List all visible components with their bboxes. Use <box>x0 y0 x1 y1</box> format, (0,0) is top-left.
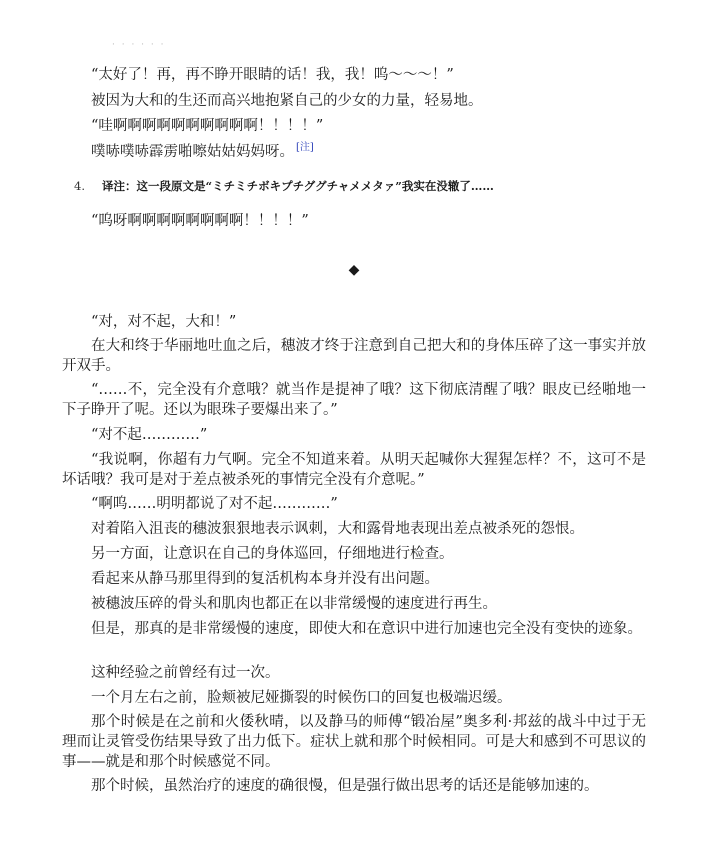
paragraph: 这种经验之前曾经有过一次。 <box>91 665 280 681</box>
paragraph: “对，对不起，大和！” <box>91 314 237 330</box>
footnote-number: 4. <box>74 179 85 193</box>
paragraph: 那个时候，虽然治疗的速度的确很慢，但是强行做出思考的话还是能够加速的。 <box>91 778 599 794</box>
paragraph: 看起来从静马那里得到的复活机构本身并没有出问题。 <box>91 571 439 587</box>
paragraph-text: 噗哧噗哧霹雳啪嚓姑姑妈妈呀。 <box>91 144 294 160</box>
paragraph: 另一方面，让意识在自己的身体巡回，仔细地进行检查。 <box>91 546 454 562</box>
paragraph: 但是，那真的是非常缓慢的速度，即使大和在意识中进行加速也完全没有变快的迹象。 <box>91 621 642 637</box>
paragraph: 被穗波压碎的骨头和肌肉也都正在以非常缓慢的速度进行再生。 <box>91 596 497 612</box>
footnote-text: 译注：这一段原文是“ミチミチボキプチググチャメメタァ”我实在没辙了…… <box>102 179 494 193</box>
paragraph: “……不，完全没有介意哦？就当作是提神了哦？这下彻底清醒了哦？眼皮已经啪地一下子睁开了呢。还以为眼珠子要爆出来了。” <box>62 382 646 418</box>
paragraph: 一个月左右之前，脸颊被尼娅撕裂的时候伤口的回复也极端迟缓。 <box>91 690 512 706</box>
footnote-link[interactable]: [注] <box>296 142 314 154</box>
paragraph: “啊呜……明明都说了对不起…………” <box>91 496 338 512</box>
paragraph: “太好了！再，再不睁开眼睛的话！我，我！呜～～～！” <box>91 67 454 83</box>
cut-off-text-fragment: · · · · · · <box>112 42 166 48</box>
footnote <box>74 178 494 194</box>
paragraph: “我说啊，你超有力气啊。完全不知道来着。从明天起喊你大猩猩怎样？不，这可不是坏话哦？我可是对于差点被杀死的事情完全没有介意呢。” <box>62 452 646 488</box>
paragraph: “哇啊啊啊啊啊啊啊啊啊啊！！！！” <box>91 118 324 134</box>
paragraph-with-note <box>62 142 646 162</box>
paragraph: 那个时候是在之前和火倭秋晴，以及静马的师傅“锻冶屋”奥多利·邦兹的战斗中过于无理而让灵管受伤结果导致了出力低下。症状上就和那个时候相同。可是大和感到不可思议的事——就是和那个时候感觉不同。 <box>62 714 646 770</box>
paragraph: “对不起…………” <box>91 427 208 443</box>
paragraph: 对着陷入沮丧的穗波狠狠地表示讽刺，大和露骨地表现出差点被杀死的怨恨。 <box>91 521 584 537</box>
scene-break-diamond: ◆ <box>348 262 360 278</box>
paragraph: 被因为大和的生还而高兴地抱紧自己的少女的力量，轻易地。 <box>91 93 483 109</box>
paragraph: “呜呀啊啊啊啊啊啊啊啊！！！！” <box>91 213 309 229</box>
paragraph: 在大和终于华丽地吐血之后，穗波才终于注意到自己把大和的身体压碎了这一事实并放开双手。 <box>62 338 646 374</box>
